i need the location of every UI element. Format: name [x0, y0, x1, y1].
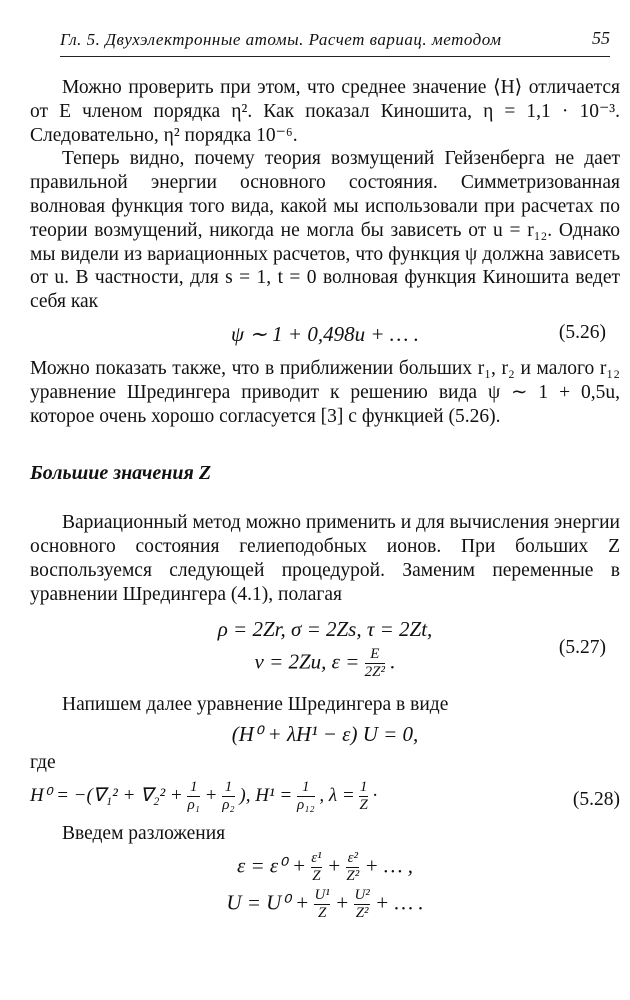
fraction-u2-over-z2	[354, 887, 369, 922]
paragraph-5: Напишем далее уравнение Шредингера в виде	[62, 693, 449, 715]
plus-sign: +	[204, 785, 218, 806]
equation-5-26-number: (5.26)	[558, 321, 606, 343]
equation-5-27-line2-lhs: ν = 2Zu, ε =	[254, 648, 360, 673]
fraction-u1-over-z	[314, 887, 329, 922]
paragraph-6: Введем разложения	[62, 823, 226, 845]
fraction-denominator: Z	[314, 904, 329, 922]
equation-5-28-mid: ), H¹ =	[239, 785, 293, 806]
fraction-numerator: ε²	[347, 849, 358, 866]
equation-5-28-lhs: H⁰ = −(∇₁² + ∇₂² +	[30, 785, 183, 806]
fraction-numerator: U¹	[314, 886, 330, 903]
fraction-1-over-rho1	[187, 779, 199, 814]
fraction-numerator: 1	[189, 779, 198, 796]
fraction-denominator: 2Z²	[364, 663, 385, 680]
fraction-numerator: 1	[359, 779, 368, 796]
fraction-denominator: ρ₁₂	[296, 797, 315, 814]
fraction-1-over-rho12	[297, 779, 315, 814]
where-label: где	[30, 752, 56, 774]
equation-5-27	[30, 617, 620, 683]
paragraph-3: Можно показать также, что в приближении больших r₁, r₂ и малого r₁₂ уравнение Шредингера приводит к решению вида ψ ∼ 1 + 0,5u, которое очень хорошо согласуется [3] с функцией (5.26).	[30, 357, 620, 427]
fraction-e1-over-z	[311, 850, 321, 885]
fraction-numerator: 1	[302, 779, 310, 796]
equation-5-28	[30, 779, 620, 814]
equation-5-28-number: (5.28)	[572, 789, 620, 811]
fraction-numerator: ε¹	[311, 849, 322, 866]
equation-5-27-number: (5.27)	[558, 636, 606, 658]
fraction-denominator: ρ₁	[187, 797, 200, 814]
fraction-1-over-z	[359, 779, 367, 814]
fraction-e-over-2z2	[365, 646, 385, 681]
fraction-denominator: Z	[359, 797, 368, 814]
fraction-numerator: 1	[224, 779, 233, 796]
equation-5-27-line2	[30, 646, 620, 681]
expansion-epsilon	[30, 850, 620, 885]
section-heading: Большие значения Z	[30, 462, 212, 485]
expansion-u-lhs: U = U⁰ +	[226, 890, 310, 915]
equation-5-26-text: ψ ∼ 1 + 0,498u + … .	[231, 321, 419, 346]
equation-5-27-end: .	[390, 648, 396, 673]
fraction-denominator: Z²	[355, 904, 369, 921]
fraction-denominator: Z²	[346, 867, 360, 884]
expansion-epsilon-end: + … ,	[364, 853, 414, 878]
fraction-numerator: U²	[354, 886, 370, 903]
page-body	[30, 76, 620, 922]
equation-5-28-end: ·	[372, 785, 378, 806]
running-header	[60, 26, 610, 57]
fraction-e2-over-z2	[346, 850, 359, 885]
plus-sign: +	[335, 890, 350, 915]
paragraph-2: Теперь видно, почему теория возмущений Гейзенберга не дает правильной энергии основного состояния. Симметризованная волновая функция того вида, какой мы использовали при расчетах по теории возмущений, никогда не могла бы зависеть от u = r₁₂. Однако мы видели из вариационных расчетов, что функция ψ должна зависеть от u. В частности, для s = 1, t = 0 волновая функция Киношита ведет себя как	[30, 148, 620, 313]
paragraph-4: Вариационный метод можно применить и для вычисления энергии основного состояния гелиеподобных ионов. При больших Z воспользуемся следующей процедурой. Заменим переменные в уравнении Шредингера (4.1), полагая	[30, 512, 620, 605]
paragraph-1: Можно проверить при этом, что среднее значение ⟨H⟩ отличается от E членом порядка η². Как показал Киношита, η = 1,1 · 10⁻³. Следовательно, η² порядка 10⁻⁶.	[30, 77, 620, 146]
equation-5-26	[30, 322, 620, 347]
expansion-u-end: + … .	[375, 890, 424, 915]
fraction-denominator: ρ₂	[222, 797, 235, 814]
plus-sign: +	[326, 853, 342, 878]
expansion-u	[30, 887, 620, 922]
page-number: 55	[592, 28, 610, 48]
fraction-denominator: Z	[312, 867, 321, 884]
expansion-epsilon-lhs: ε = ε⁰ +	[236, 853, 307, 878]
schrodinger-equation: (H⁰ + λH¹ − ε) U = 0,	[231, 722, 419, 747]
fraction-1-over-rho2	[222, 779, 234, 814]
equation-5-28-lambda: , λ =	[319, 785, 355, 806]
fraction-numerator: E	[370, 645, 380, 662]
equation-5-27-line1: ρ = 2Zr, σ = 2Zs, τ = 2Zt,	[217, 616, 433, 641]
chapter-title: Гл. 5. Двухэлектронные атомы. Расчет вариац. методом	[60, 30, 502, 49]
